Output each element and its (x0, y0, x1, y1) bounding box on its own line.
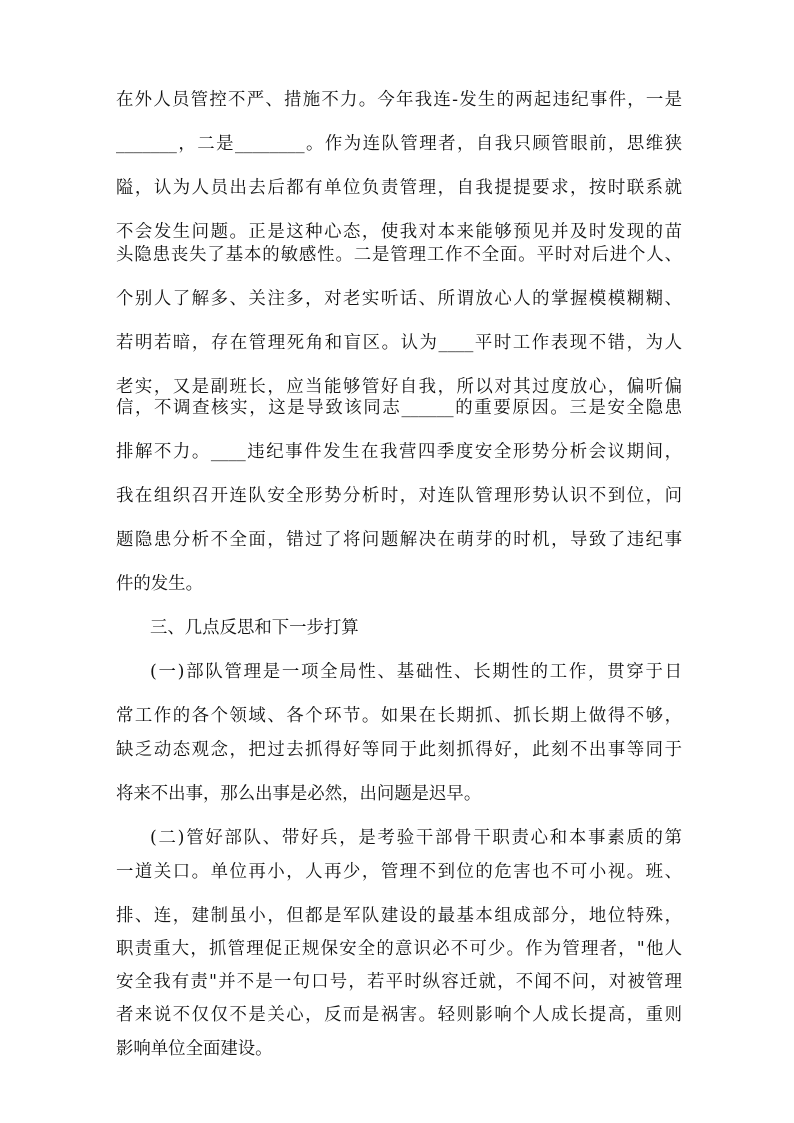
text-line: 排、连，建制虽小，但都是军队建设的最基本组成部分，地位特殊， (116, 906, 682, 926)
text-line: 常工作的各个领域、各个环节。如果在长期抓、抓长期上做得不够， (116, 706, 682, 726)
text-line: 个别人了解多、关注多，对老实听话、所谓放心人的掌握模模糊糊、 (116, 289, 682, 309)
text-line: 一道关口。单位再小，人再少，管理不到位的危害也不可小视。班、 (116, 862, 682, 882)
text-line: 安全我有责"并不是一句口号，若平时纵容迁就，不闻不问，对被管理 (116, 972, 682, 992)
text-line: 我在组织召开连队安全形势分析时，对连队管理形势认识不到位，问 (116, 486, 682, 506)
text-line: 题隐患分析不全面，错过了将问题解决在萌芽的时机，导致了违纪事 (116, 530, 682, 550)
text-line: 件的发生。 (116, 574, 203, 594)
text-line: 影响单位全面建设。 (116, 1039, 273, 1059)
text-line: 信，不调查核实，这是导致该同志______的重要原因。三是安全隐患 (116, 398, 682, 418)
text-line: 不会发生问题。正是这种心态，使我对本来能够预见并及时发现的苗 (116, 222, 682, 242)
section-heading: 三、几点反思和下一步打算 (150, 618, 359, 638)
text-line: (二)管好部队、带好兵，是考验干部骨干职责心和本事素质的第 (150, 828, 682, 848)
text-line: _______，二是________。作为连队管理者，自我只顾管眼前，思维狭 (116, 134, 682, 154)
text-line: 若明若暗，存在管理死角和盲区。认为____平时工作表现不错，为人 (116, 333, 682, 353)
text-line: 缺乏动态观念，把过去抓得好等同于此刻抓得好，此刻不出事等同于 (116, 740, 682, 760)
text-line: 头隐患丧失了基本的敏感性。二是管理工作不全面。平时对后进个人、 (116, 245, 682, 265)
text-line: (一)部队管理是一项全局性、基础性、长期性的工作，贯穿于日 (150, 662, 682, 682)
text-line: 在外人员管控不严、措施不力。今年我连-发生的两起违纪事件，一是 (116, 90, 682, 110)
text-line: 者来说不仅仅不是关心，反而是祸害。轻则影响个人成长提高，重则 (116, 1005, 682, 1025)
text-line: 将来不出事，那么出事是必然，出问题是迟早。 (116, 784, 482, 804)
text-line: 老实，又是副班长，应当能够管好自我，所以对其过度放心，偏听偏 (116, 377, 682, 397)
text-line: 隘，认为人员出去后都有单位负责管理，自我提提要求，按时联系就 (116, 178, 682, 198)
text-line: 排解不力。____违纪事件发生在我营四季度安全形势分析会议期间， (116, 442, 682, 462)
text-line: 职责重大，抓管理促正规保安全的意识必不可少。作为管理者，"他人 (116, 939, 682, 959)
